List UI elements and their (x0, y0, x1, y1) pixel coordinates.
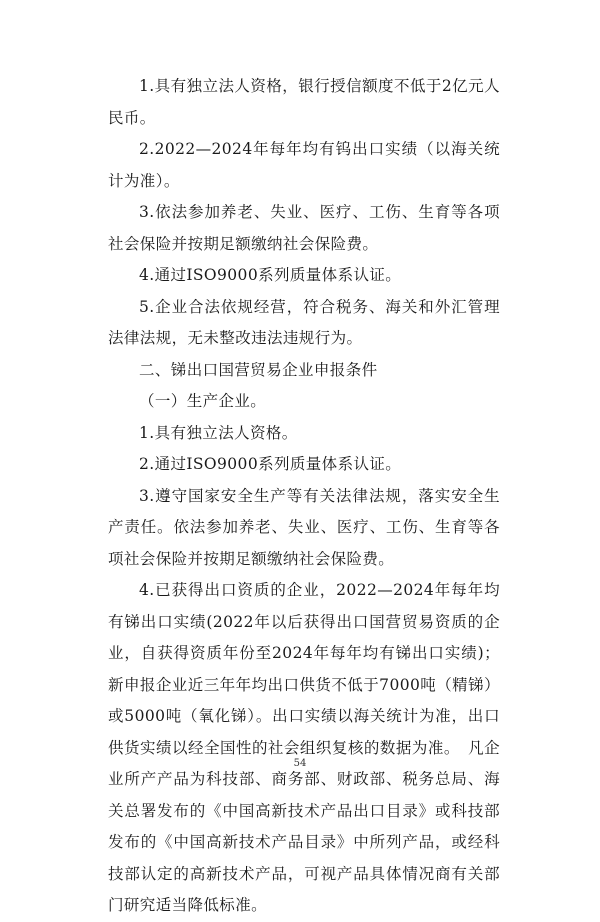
paragraph-antimony-condition-4: 4.已获得出口资质的企业，2022—2024年每年均有锑出口实绩(2022年以后获得出口国营贸易资质的企业，自获得资质年份至2024年每年均有锑出口实绩)；新申报企业近三年年均出口供货不低于7000吨（精锑）或5000吨（氧化锑）。出口实绩以海关统计为准，出口供货实绩以经全国性的社会组织复核的数据为准。 凡企业所产产品为科技部、商务部、财政部、税务总局、海关总署发布的《中国高新技术产品出口目录》或科技部发布的《中国高新技术产品目录》中所列产品，或经科技部认定的高新技术产品，可视产品具体情况商有关部门研究适当降低标准。 (108, 581, 500, 914)
section-heading-antimony: 二、锑出口国营贸易企业申报条件 (139, 360, 378, 379)
document-body (108, 71, 500, 922)
page-number: 54 (293, 758, 307, 769)
paragraph-antimony-condition-3: 3.遵守国家安全生产等有关法律法规，落实安全生产责任。依法参加养老、失业、医疗、工伤、生育等各项社会保险并按期足额缴纳社会保险费。 (108, 486, 500, 568)
paragraph-tungsten-condition-4: 4.通过ISO9000系列质量体系认证。 (139, 266, 402, 284)
paragraph-antimony-condition-1: 1.具有独立法人资格。 (139, 423, 298, 442)
paragraph-tungsten-condition-5: 5.企业合法依规经营，符合税务、海关和外汇管理法律法规，无未整改违法违规行为。 (108, 297, 500, 347)
paragraph-tungsten-condition-3: 3.依法参加养老、失业、医疗、工伤、生育等各项社会保险并按期足额缴纳社会保险费。 (108, 203, 500, 253)
paragraph-antimony-condition-2: 2.通过ISO9000系列质量体系认证。 (139, 455, 402, 473)
paragraph-tungsten-condition-1: 1.具有独立法人资格，银行授信额度不低于2亿元人民币。 (108, 77, 500, 127)
paragraph-tungsten-condition-2: 2.2022—2024年每年均有钨出口实绩（以海关统计为准）。 (108, 140, 500, 190)
subsection-heading-production-enterprise: （一）生产企业。 (139, 392, 267, 410)
